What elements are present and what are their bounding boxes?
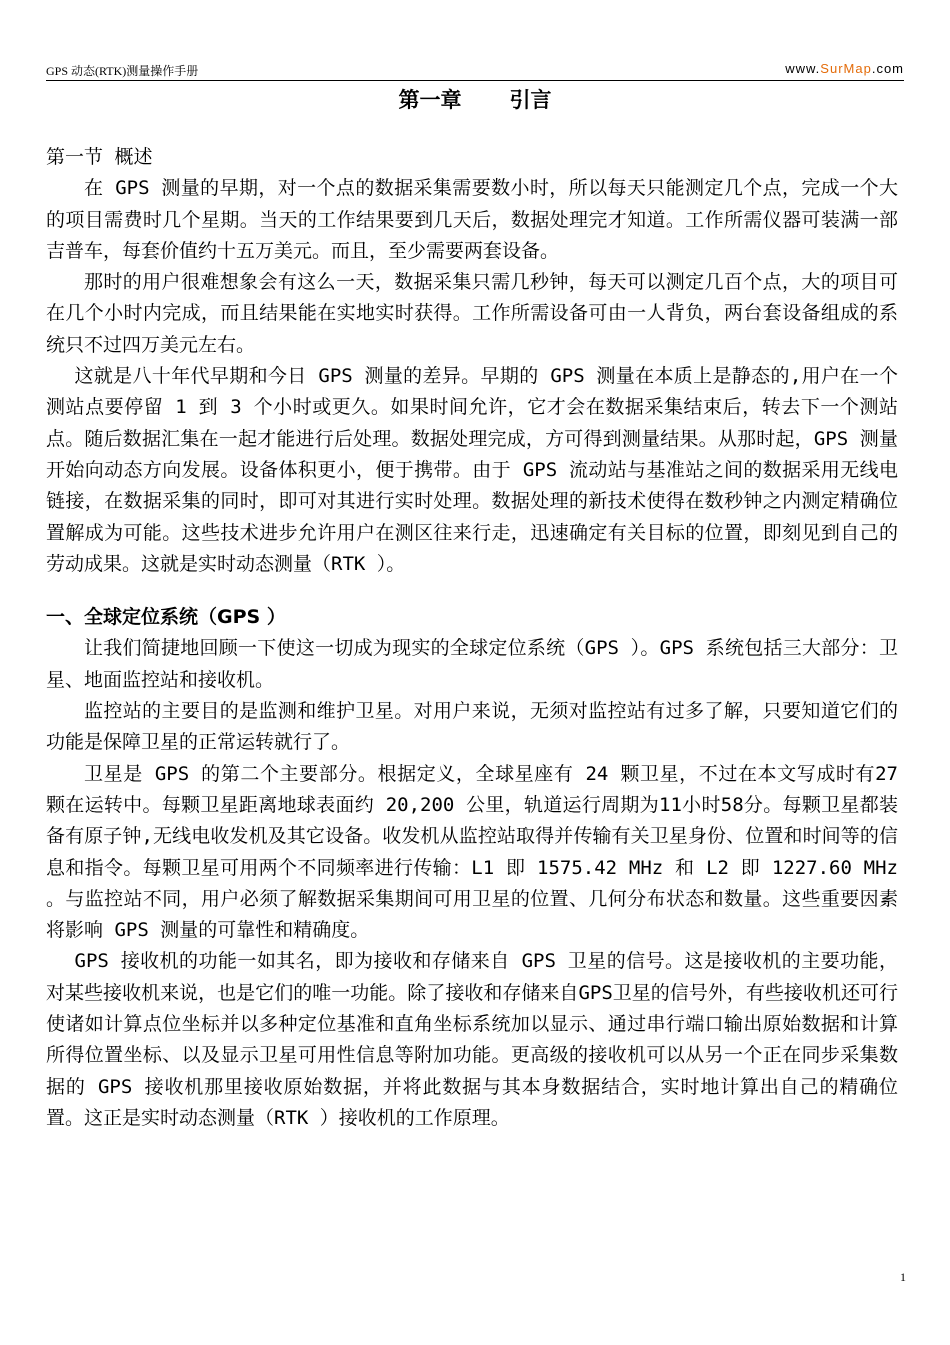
site-suffix: .com [871, 61, 904, 76]
section-heading: 一、全球定位系统（GPS ） [46, 606, 286, 629]
paragraph: 这就是八十年代早期和今日 GPS 测量的差异。早期的 GPS 测量在本质上是静态的,用户在一个测站点要停留 1 到 3 个小时或更久。如果时间允许，它才会在数据采集结束后，转去下一个测站点。随后数据汇集在一起才能进行后处理。数据处理完成，方可得到测量结果。从那时起，GPS 测量开始向动态方向发展。设备体积更小，便于携带。由于 GPS 流动站与基准站之间的数据采用无线电链接，在数据采集的同时，即可对其进行实时处理。数据处理的新技术使得在数秒钟之内测定精确位置解成为可能。这些技术进步允许用户在测区往来行走，迅速确定有关目标的位置，即刻见到自己的劳动成果。这就是实时动态测量（RTK ）。 [46, 365, 898, 575]
document-body [46, 142, 898, 1134]
paragraph: 那时的用户很难想象会有这么一天，数据采集只需几秒钟，每天可以测定几百个点，大的项目可在几个小时内完成，而且结果能在实地实时获得。工作所需设备可由一人背负，两台套设备组成的系统只不过四万美元左右。 [46, 271, 898, 356]
chapter-title [0, 84, 950, 114]
site-prefix: www. [785, 61, 821, 76]
page-header [46, 58, 904, 81]
website-link[interactable] [785, 61, 904, 76]
site-brand: SurMap [820, 61, 872, 76]
paragraph: 卫星是 GPS 的第二个主要部分。根据定义，全球星座有 24 颗卫星，不过在本文写成时有27 颗在运转中。每颗卫星距离地球表面约 20,200 公里，轨道运行周期为11小时58分。每颗卫星都装备有原子钟,无线电收发机及其它设备。收发机从监控站取得并传输有关卫星身份、位置和时间等的信息和指令。每颗卫星可用两个不同频率进行传输：L1 即 1575.42 MHz 和 L2 即 1227.60 MHz 。与监控站不同，用户必须了解数据采集期间可用卫星的位置、几何分布状态和数量。这些重要因素将影响 GPS 测量的可靠性和精确度。 [46, 762, 898, 942]
chapter-name: 引言 [509, 87, 552, 112]
paragraph: 让我们简捷地回顾一下使这一切成为现实的全球定位系统（GPS ）。GPS 系统包括三大部分：卫星、地面监控站和接收机。 [46, 637, 898, 691]
page-number: 1 [900, 1270, 906, 1284]
paragraph: 在 GPS 测量的早期，对一个点的数据采集需要数小时，所以每天只能测定几个点，完成一个大的项目需费时几个星期。当天的工作结果要到几天后，数据处理完才知道。工作所需仪器可装满一部吉普车，每套价值约十五万美元。而且，至少需要两套设备。 [46, 177, 898, 262]
chapter-label: 第一章 [398, 87, 462, 112]
paragraph: GPS 接收机的功能一如其名，即为接收和存储来自 GPS 卫星的信号。这是接收机的主要功能，对某些接收机来说，也是它们的唯一功能。除了接收和存储来自GPS卫星的信号外，有些接收机还可行使诸如计算点位坐标并以多种定位基准和直角坐标系统加以显示、通过串行端口输出原始数据和计算所得位置坐标、以及显示卫星可用性信息等附加功能。更高级的接收机可以从另一个正在同步采集数据的 GPS 接收机那里接收原始数据，并将此数据与其本身数据结合，实时地计算出自己的精确位置。这正是实时动态测量（RTK ）接收机的工作原理。 [46, 950, 898, 1129]
document-title: GPS 动态(RTK)测量操作手册 [46, 64, 199, 78]
paragraph: 监控站的主要目的是监测和维护卫星。对用户来说，无须对监控站有过多了解，只要知道它们的功能是保障卫星的正常运转就行了。 [46, 700, 898, 754]
section-heading: 第一节 概述 [46, 146, 153, 168]
